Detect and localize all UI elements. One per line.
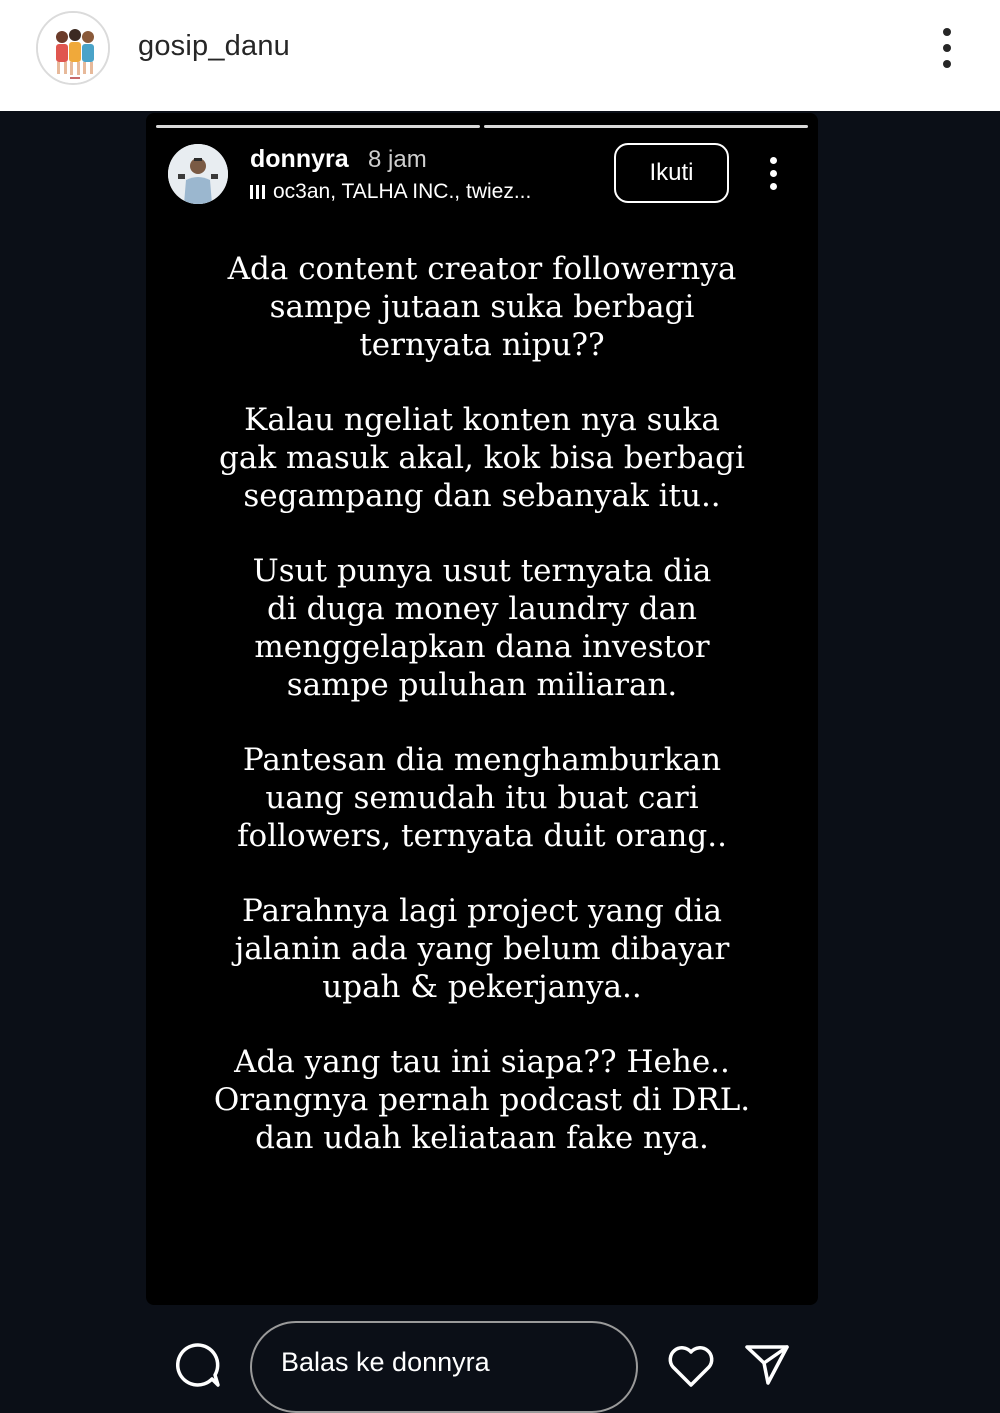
story-progress-segment-1 [156,125,480,128]
profile-header [0,0,1000,111]
story-paragraph: Parahnya lagi project yang dia jalanin ada yang belum dibayar upah & pekerjanya.. [234,893,730,1005]
music-bars-icon [250,184,265,200]
story-music-label: oc3an, TALHA INC., twiez... [273,180,532,203]
vertical-ellipsis-icon[interactable] [764,155,784,193]
story-author-avatar[interactable] [168,144,228,204]
story-music-info[interactable] [250,180,531,204]
profile-username[interactable]: gosip_danu [138,30,290,62]
story-timestamp: 8 jam [368,146,427,173]
reply-bar [0,1305,1000,1399]
cartoon-group-avatar-icon [38,13,110,85]
vertical-ellipsis-icon[interactable] [932,24,962,72]
follow-button[interactable]: Ikuti [614,143,729,203]
send-icon[interactable] [744,1343,790,1387]
story-card[interactable] [146,113,818,1305]
story-paragraph: Usut punya usut ternyata dia di duga money laundry dan menggelapkan dana investor sampe puluhan miliaran. [252,553,712,703]
story-paragraph: Ada yang tau ini siapa?? Hehe.. Orangnya pernah podcast di DRL. dan udah keliataan fake nya. [213,1044,751,1156]
comment-bubble-icon[interactable] [174,1341,222,1389]
story-author-username[interactable]: donnyra [250,145,349,173]
story-progress-segment-2 [484,125,808,128]
profile-avatar[interactable] [36,11,110,85]
user-avatar-icon [168,144,228,204]
story-paragraph: Ada content creator followernya sampe jutaan suka berbagi ternyata nipu?? [227,251,737,363]
heart-icon[interactable] [666,1343,716,1389]
story-paragraph: Kalau ngeliat konten nya suka gak masuk akal, kok bisa berbagi segampang dan sebanyak itu.. [219,402,745,514]
reply-input[interactable] [250,1321,638,1413]
story-text-content [146,250,818,1194]
story-paragraph: Pantesan dia menghamburkan uang semudah itu buat cari followers, ternyata duit orang.. [237,742,727,854]
